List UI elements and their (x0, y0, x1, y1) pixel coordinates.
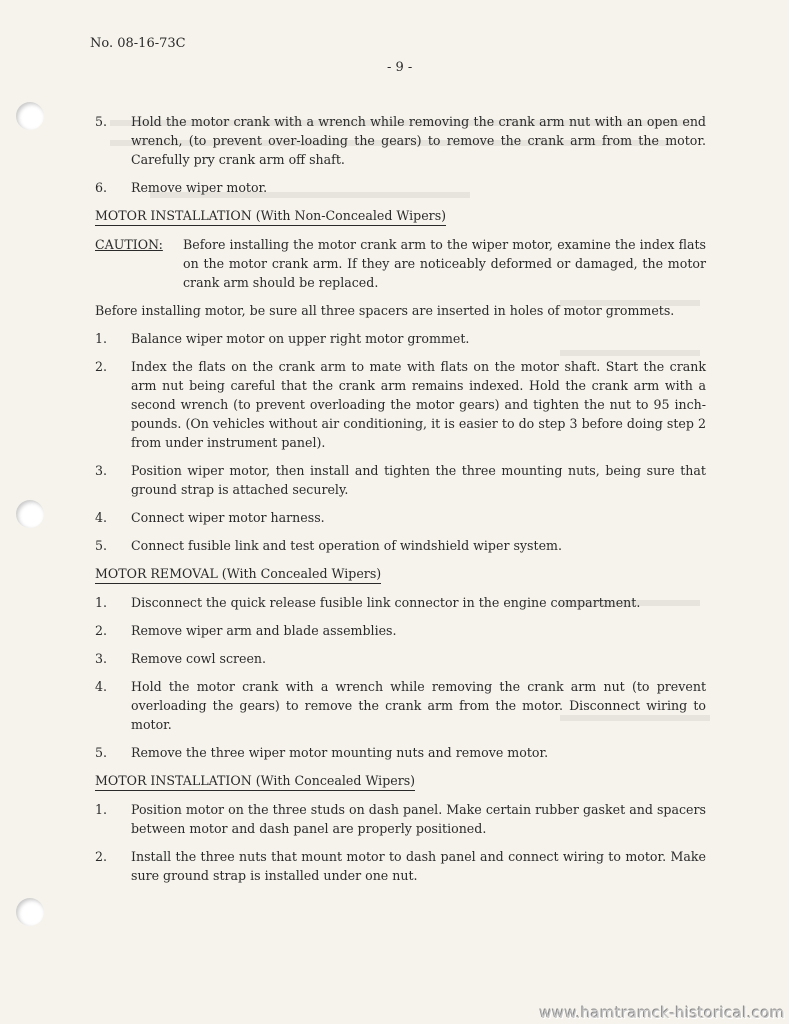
item-number: 3. (95, 651, 108, 666)
item-number: 6. (95, 180, 108, 195)
list-item (95, 847, 706, 885)
page-number: - 9 - (387, 60, 413, 75)
section-heading: MOTOR REMOVAL (With Concealed Wipers) (95, 565, 381, 584)
binder-hole (16, 898, 44, 926)
item-text: Remove cowl screen. (131, 651, 267, 666)
list-item (95, 178, 706, 197)
binder-hole (16, 102, 44, 130)
caution-label: CAUTION: (95, 237, 163, 252)
item-text: Connect wiper motor harness. (131, 510, 325, 525)
item-number: 2. (95, 849, 108, 864)
item-number: 4. (95, 679, 108, 694)
item-text: Hold the motor crank with a wrench while removing the crank arm nut with an open end wrench, (to prevent over-loading the gears) to remove the crank arm from the motor. Carefully pry crank arm off shaft. (131, 114, 706, 167)
document-body (95, 112, 706, 894)
item-text: Index the flats on the crank arm to mate with flats on the motor shaft. Start the crank arm nut being careful that the crank arm remains indexed. Hold the crank arm with a second wrench (to prevent overloading the motor gears) and tighten the nut to 95 inch-pounds. (On vehicles without air conditioning, it is easier to do step 3 before doing step 2 from under instrument panel). (131, 359, 706, 450)
item-number: 1. (95, 802, 108, 817)
list-item (95, 621, 706, 640)
item-number: 5. (95, 114, 108, 129)
intro-paragraph: Before installing motor, be sure all three spacers are inserted in holes of motor grommets. (95, 303, 675, 318)
list-item (95, 508, 706, 527)
item-text: Balance wiper motor on upper right motor grommet. (131, 331, 470, 346)
item-text: Connect fusible link and test operation of windshield wiper system. (131, 538, 562, 553)
list-item (95, 649, 706, 668)
list-item (95, 677, 706, 734)
item-number: 3. (95, 463, 108, 478)
item-text: Position wiper motor, then install and tighten the three mounting nuts, being sure that ground strap is attached securely. (131, 463, 706, 497)
binder-hole (16, 500, 44, 528)
item-text: Position motor on the three studs on dash panel. Make certain rubber gasket and spacers between motor and dash panel are properly positioned. (131, 802, 706, 836)
caution-note (95, 235, 706, 292)
watermark: www.hamtramck-historical.com (539, 1004, 785, 1022)
list-item (95, 536, 706, 555)
list-item (95, 800, 706, 838)
item-text: Remove wiper arm and blade assemblies. (131, 623, 397, 638)
item-number: 5. (95, 538, 108, 553)
section-heading: MOTOR INSTALLATION (With Non-Concealed Wipers) (95, 207, 446, 226)
section-heading: MOTOR INSTALLATION (With Concealed Wipers) (95, 772, 415, 791)
item-number: 5. (95, 745, 108, 760)
item-number: 1. (95, 595, 108, 610)
item-text: Remove the three wiper motor mounting nuts and remove motor. (131, 745, 549, 760)
item-number: 1. (95, 331, 108, 346)
item-number: 4. (95, 510, 108, 525)
item-number: 2. (95, 623, 108, 638)
list-item (95, 329, 706, 348)
item-text: Remove wiper motor. (131, 180, 268, 195)
item-text: Hold the motor crank with a wrench while removing the crank arm nut (to prevent overloading the gears) to remove the crank arm from the motor. Disconnect wiring to motor. (131, 679, 706, 732)
list-item (95, 593, 706, 612)
list-item (95, 743, 706, 762)
list-item (95, 357, 706, 452)
list-item (95, 461, 706, 499)
item-text: Disconnect the quick release fusible link connector in the engine compartment. (131, 595, 641, 610)
list-item (95, 112, 706, 169)
document-number: No. 08-16-73C (90, 36, 186, 51)
item-text: Install the three nuts that mount motor to dash panel and connect wiring to motor. Make sure ground strap is installed under one nut. (131, 849, 706, 883)
item-number: 2. (95, 359, 108, 374)
caution-text: Before installing the motor crank arm to the wiper motor, examine the index flats on the motor crank arm. If they are noticeably deformed or damaged, the motor crank arm should be replaced. (183, 237, 706, 290)
